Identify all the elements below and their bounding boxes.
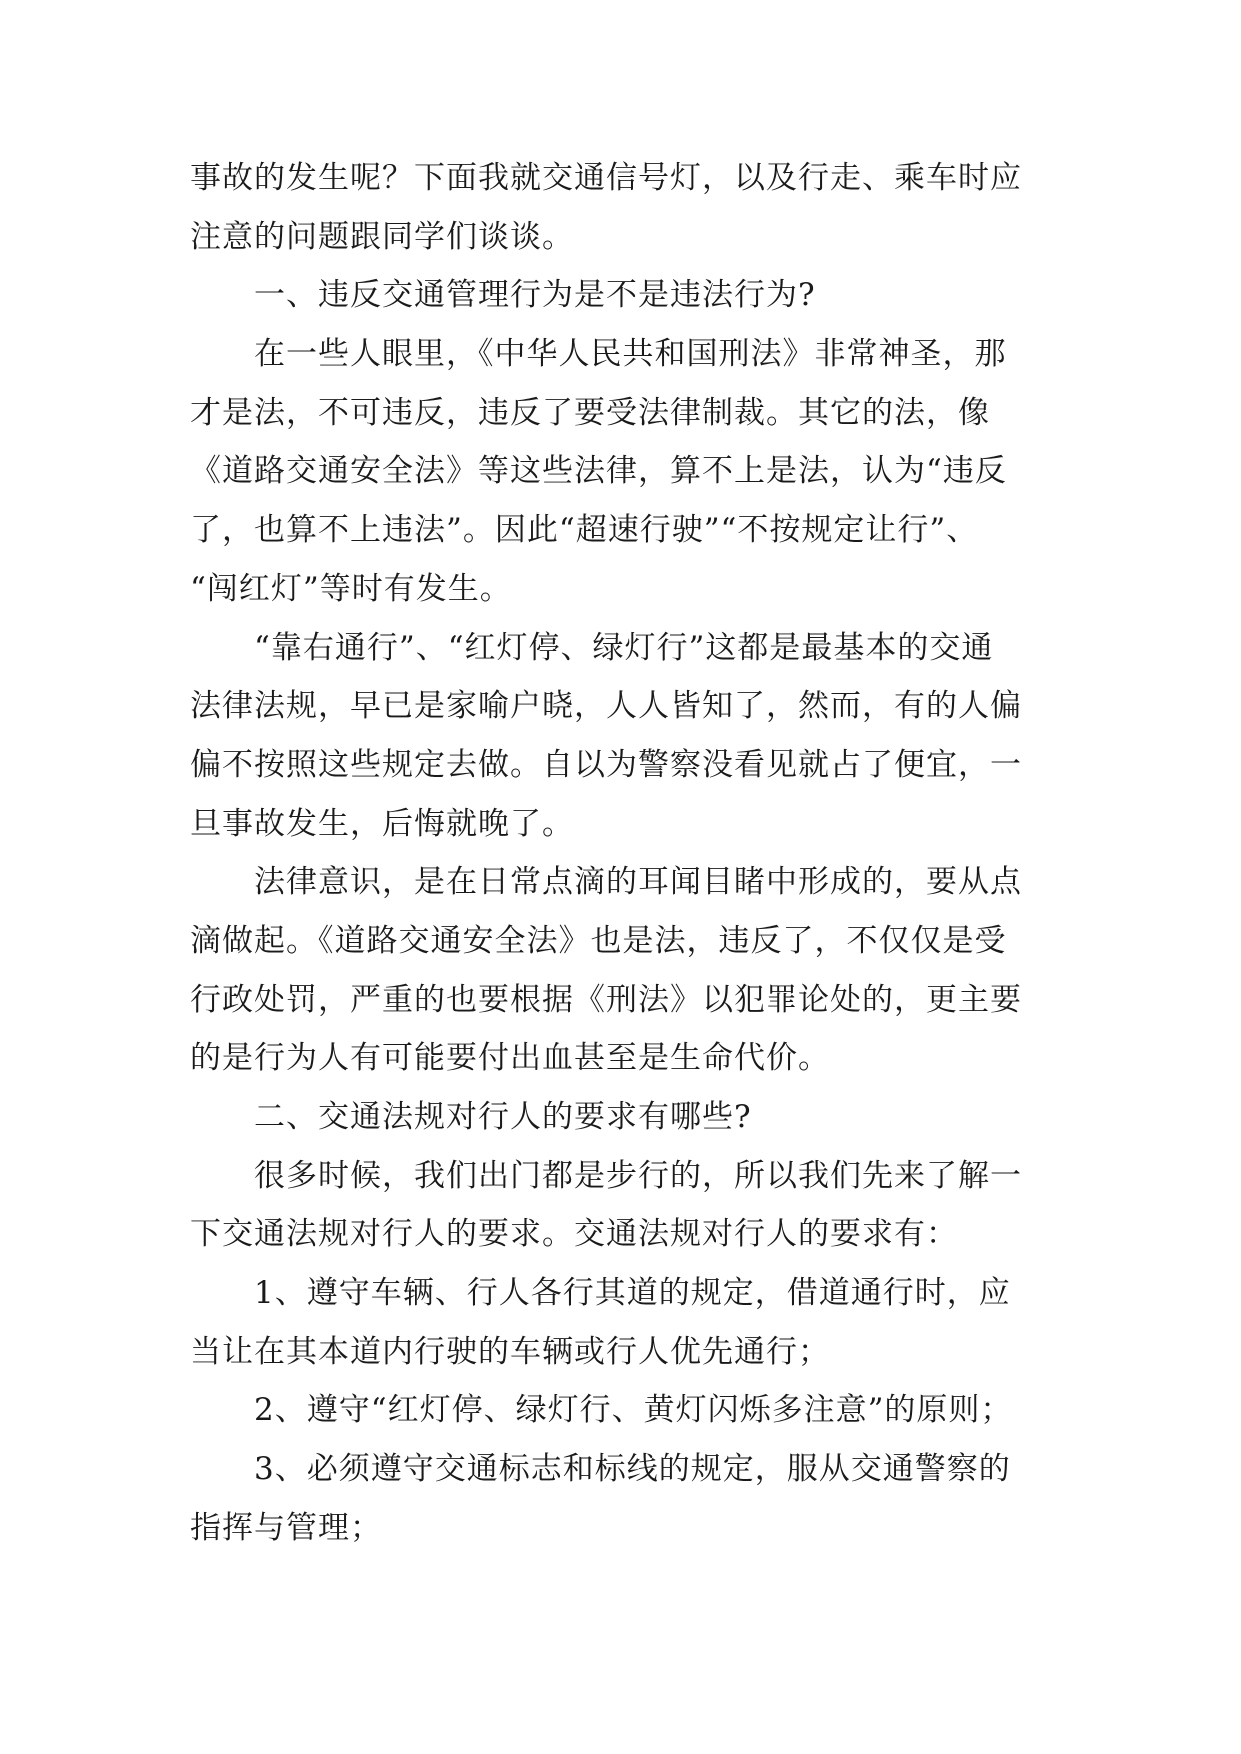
list-item-continuation: 当让在其本道内行驶的车辆或行人优先通行； — [190, 1333, 830, 1370]
text-line: 滴做起。《道路交通安全法》也是法，违反了，不仅仅是受 — [190, 922, 1007, 959]
text-line: 在一些人眼里，《中华人民共和国刑法》非常神圣，那 — [254, 336, 1007, 373]
text-line: 事故的发生呢？下面我就交通信号灯，以及行走、乘车时应 — [190, 160, 1022, 196]
text-line: “闯红灯”等时有发生。 — [190, 570, 512, 607]
section-heading: 一、违反交通管理行为是不是违法行为? — [254, 277, 816, 314]
text-line: 注意的问题跟同学们谈谈。 — [190, 218, 574, 255]
list-item: 2、遵守“红灯停、绿灯行、黄灯闪烁多注意”的原则； — [254, 1392, 1013, 1429]
text-line: 很多时候，我们出门都是步行的，所以我们先来了解一 — [254, 1157, 1022, 1194]
text-line: 下交通法规对行人的要求。交通法规对行人的要求有： — [190, 1216, 958, 1253]
text-line: 法律意识，是在日常点滴的耳闻目睹中形成的，要从点 — [254, 864, 1022, 901]
text-line: 法律法规，早已是家喻户晓，人人皆知了，然而，有的人偏 — [190, 688, 1022, 725]
list-item: 3、必须遵守交通标志和标线的规定，服从交通警察的 — [254, 1451, 1011, 1488]
text-line: 了，也算不上违法”。因此“超速行驶”“不按规定让行”、 — [190, 512, 979, 549]
list-item-continuation: 指挥与管理； — [190, 1509, 382, 1546]
text-line: 才是法，不可违反，违反了要受法律制裁。其它的法，像 — [190, 394, 990, 431]
text-line: 行政处罚，严重的也要根据《刑法》以犯罪论处的，更主要 — [190, 981, 1022, 1018]
text-line: 《道路交通安全法》等这些法律，算不上是法，认为“违反 — [190, 453, 1007, 490]
document-body — [190, 159, 1050, 1568]
text-line: 的是行为人有可能要付出血甚至是生命代价。 — [190, 1040, 830, 1077]
text-line: 旦事故发生，后悔就晚了。 — [190, 805, 574, 842]
section-heading: 二、交通法规对行人的要求有哪些? — [254, 1099, 752, 1135]
text-line: 偏不按照这些规定去做。自以为警察没看见就占了便宜，一 — [190, 746, 1022, 783]
text-line: “靠右通行”、“红灯停、绿灯行”这都是最基本的交通 — [254, 629, 994, 666]
list-item: 1、遵守车辆、行人各行其道的规定，借道通行时，应 — [254, 1275, 1011, 1312]
